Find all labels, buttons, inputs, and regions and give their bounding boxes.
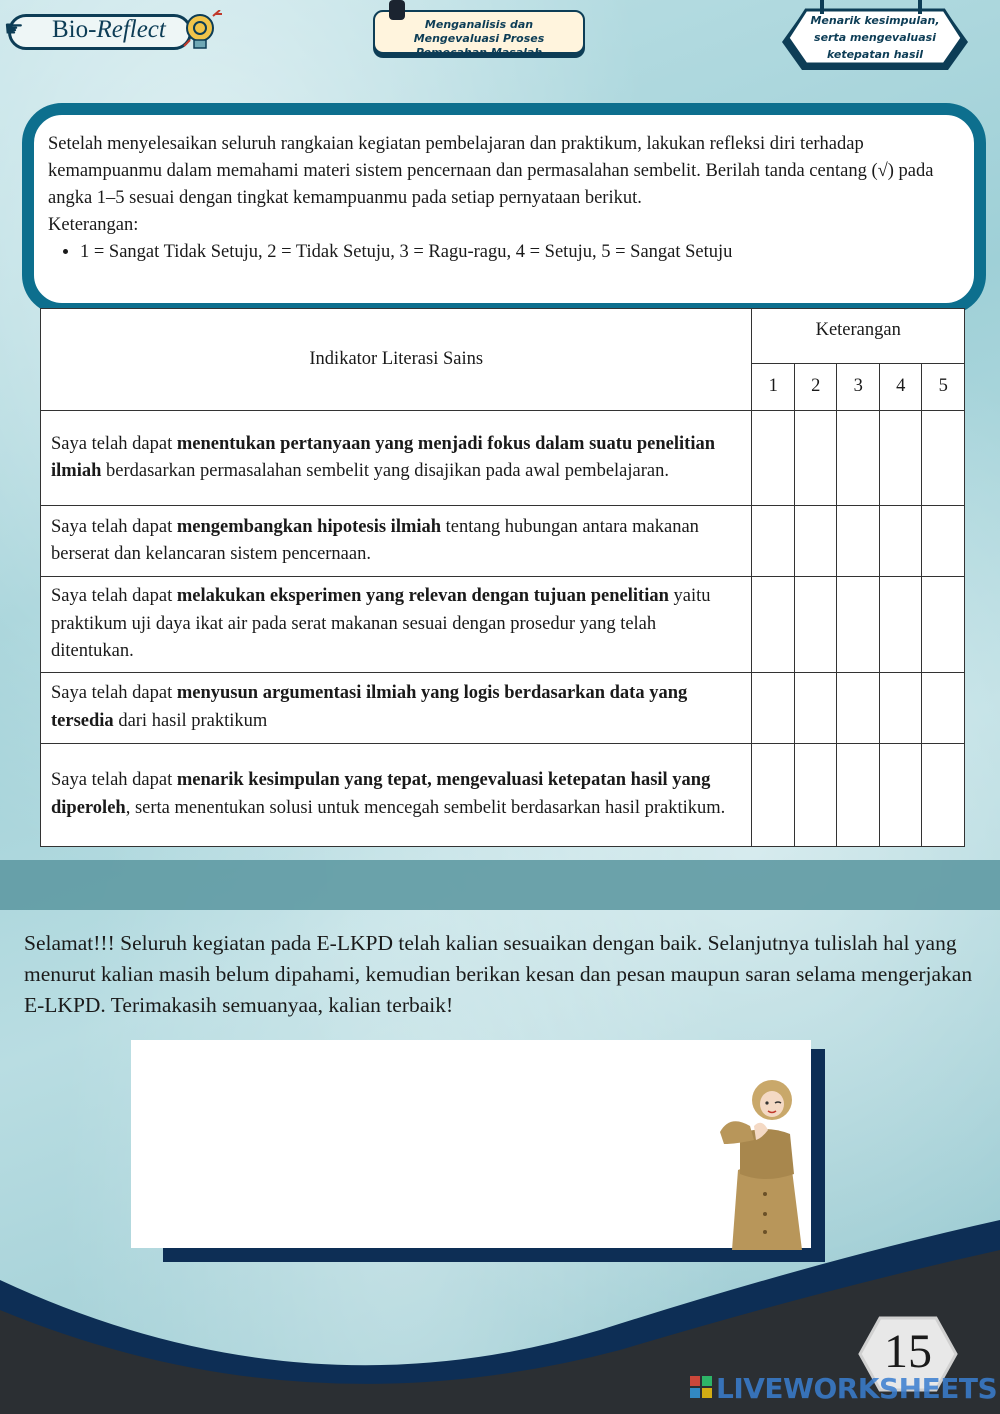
page-number: 15 <box>884 1325 932 1378</box>
brand-title: Bio-Reflect <box>52 16 166 43</box>
rating-cell-1[interactable] <box>752 506 795 577</box>
table-row <box>41 743 965 846</box>
rating-cell-4[interactable] <box>879 506 922 577</box>
rating-cell-5[interactable] <box>922 743 965 846</box>
watermark-text: LIVEWORKSHEETS <box>716 1372 998 1405</box>
rating-cell-1[interactable] <box>752 411 795 506</box>
rating-cell-2[interactable] <box>794 506 837 577</box>
pin-icon <box>389 0 405 20</box>
rating-cell-4[interactable] <box>879 411 922 506</box>
table-row <box>41 506 965 577</box>
legend-item: • 1 = Sangat Tidak Setuju, 2 = Tidak Setuju, 3 = Ragu-ragu, 4 = Setuju, 5 = Sangat Setuju <box>80 239 960 266</box>
statement-cell: Saya telah dapat menarik kesimpulan yang tepat, mengevaluasi ketepatan hasil yang diperoleh, serta menentukan solusi untuk mencegah sembelit berdasarkan hasil praktikum. <box>41 743 752 846</box>
divider-band <box>0 860 1000 910</box>
instruction-box <box>22 103 986 315</box>
statement-cell: Saya telah dapat menyusun argumentasi ilmiah yang logis berdasarkan data yang tersedia dari hasil praktikum <box>41 672 752 743</box>
rating-cell-5[interactable] <box>922 506 965 577</box>
statement-cell: Saya telah dapat mengembangkan hipotesis ilmiah tentang hubungan antara makanan berserat dan kelancaran sistem pencernaan. <box>41 506 752 577</box>
rating-cell-2[interactable] <box>794 577 837 673</box>
reflection-table <box>40 308 965 847</box>
rating-cell-1[interactable] <box>752 577 795 673</box>
section-tab-label: Menganalisis dan Mengevaluasi Proses Pemecahan Masalah <box>413 18 545 59</box>
section-tab-conclusion <box>780 0 970 72</box>
rating-cell-3[interactable] <box>837 743 880 846</box>
rating-cell-4[interactable] <box>879 577 922 673</box>
rating-cell-3[interactable] <box>837 577 880 673</box>
section-tab-conclusion-label: Menarik kesimpulan, serta mengevaluasi ketepatan hasil <box>810 14 940 61</box>
rating-cell-4[interactable] <box>879 672 922 743</box>
brand-badge <box>0 10 230 54</box>
keterangan-header: Keterangan <box>752 309 965 364</box>
rating-cell-5[interactable] <box>922 411 965 506</box>
scale-header-1: 1 <box>752 364 795 411</box>
rating-cell-3[interactable] <box>837 506 880 577</box>
scale-header-4: 4 <box>879 364 922 411</box>
table-row <box>41 411 965 506</box>
rating-cell-2[interactable] <box>794 672 837 743</box>
statement-cell: Saya telah dapat melakukan eksperimen yang relevan dengan tujuan penelitian yaitu praktikum uji daya ikat air pada serat makanan sesuai dengan prosedur yang telah ditentukan. <box>41 577 752 673</box>
table-row <box>41 672 965 743</box>
legend-list <box>48 239 960 266</box>
instruction-paragraph: Setelah menyelesaikan seluruh rangkaian kegiatan pembelajaran dan praktikum, lakukan refleksi diri terhadap kemampuanmu dalam memahami materi sistem pencernaan dan permasalahan sembelit. Berilah tanda centang (√) pada angka 1–5 sesuai dengan tingkat kemampuanmu pada setiap pernyataan berikut. <box>48 134 934 208</box>
liveworksheets-logo-icon <box>690 1376 712 1398</box>
rating-cell-2[interactable] <box>794 411 837 506</box>
rating-cell-3[interactable] <box>837 411 880 506</box>
rating-cell-4[interactable] <box>879 743 922 846</box>
legend-label: Keterangan: <box>48 215 139 235</box>
table-row <box>41 577 965 673</box>
pointing-hand-icon: ☛ <box>4 17 24 42</box>
closing-text: Selamat!!! Seluruh kegiatan pada E-LKPD telah kalian sesuaikan dengan baik. Selanjutnya tulislah hal yang menurut kalian masih belum dipahami, kemudian berikan kesan dan pesan maupun saran selama mengerjakan E-LKPD. Terimakasih semuanyaa, kalian terbaik! <box>24 931 973 1017</box>
rating-cell-2[interactable] <box>794 743 837 846</box>
reflection-answer-input[interactable] <box>131 1040 811 1248</box>
liveworksheets-watermark <box>690 1372 998 1408</box>
statement-cell: Saya telah dapat menentukan pertanyaan yang menjadi fokus dalam suatu penelitian ilmiah berdasarkan permasalahan sembelit yang disajikan pada awal pembelajaran. <box>41 411 752 506</box>
section-tab-analysis <box>373 10 585 59</box>
rating-cell-3[interactable] <box>837 672 880 743</box>
indicator-header: Indikator Literasi Sains <box>41 309 752 411</box>
scale-header-3: 3 <box>837 364 880 411</box>
scale-header-2: 2 <box>794 364 837 411</box>
rating-cell-5[interactable] <box>922 672 965 743</box>
rating-cell-1[interactable] <box>752 743 795 846</box>
rating-cell-1[interactable] <box>752 672 795 743</box>
rating-cell-5[interactable] <box>922 577 965 673</box>
lightbulb-gear-icon <box>180 10 224 54</box>
scale-header-5: 5 <box>922 364 965 411</box>
